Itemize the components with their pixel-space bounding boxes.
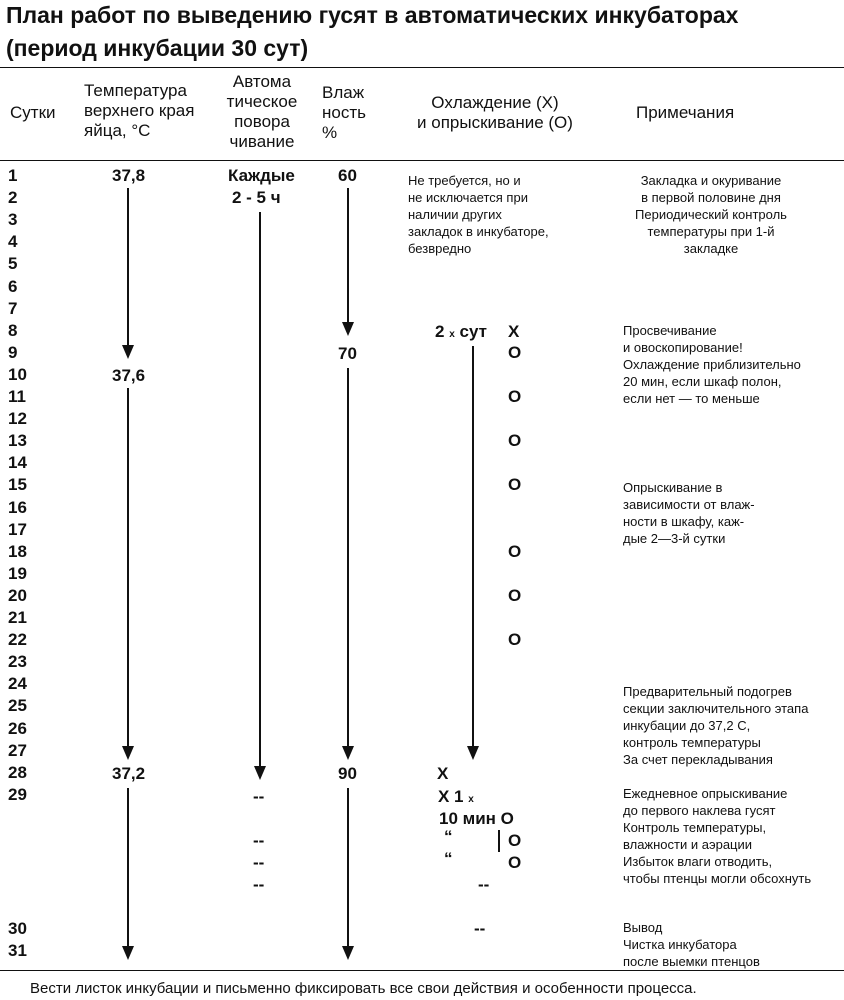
day-number: 28: [8, 762, 27, 782]
note-line: до первого наклева гусят: [623, 803, 776, 818]
cooling-day8-num: 2: [435, 322, 445, 341]
note-line: если нет — то меньше: [623, 391, 760, 406]
temp-day10: 37,6: [112, 366, 146, 385]
header-humidity-line1: Влаж: [322, 83, 365, 102]
day-number: 2: [8, 188, 18, 208]
turn-arrow-head: [254, 766, 266, 780]
humidity-arrow-1-head: [342, 322, 354, 336]
header-notes: Примечания: [636, 103, 735, 122]
day-number: 23: [8, 652, 27, 672]
day-number: 24: [8, 674, 27, 694]
note-line: Предварительный подогрев: [623, 684, 792, 699]
header-cooling-line1: Охлаждение (Х): [431, 93, 559, 112]
note-line: в первой половине дня: [641, 190, 781, 205]
header-turn-line3: повора: [234, 112, 290, 131]
day-number: 12: [8, 409, 27, 429]
turn-interval: 2 - 5 ч: [232, 188, 281, 207]
day-number: 6: [8, 276, 18, 296]
footer-instruction: Вести листок инкубации и письменно фиксировать все свои действия и особенности процесса.: [30, 980, 697, 997]
day-number: 3: [8, 210, 18, 230]
humidity-arrow-3-head: [342, 946, 354, 960]
note-line: дые 2—3-й сутки: [623, 531, 726, 546]
day-number: 26: [8, 718, 27, 738]
turn-dash-29: --: [253, 875, 265, 894]
spray-mark: О: [508, 541, 522, 561]
temp-day1: 37,8: [112, 166, 146, 185]
header-temp-line3: яйца, °С: [84, 121, 151, 140]
header-turn-line2: тическое: [226, 92, 298, 111]
temp-arrow-1-head: [122, 345, 134, 359]
day-number: 11: [8, 387, 26, 406]
cooling-note-line: не исключается при: [408, 190, 528, 205]
day-number: 25: [8, 696, 27, 716]
note-line: Вывод: [623, 920, 663, 935]
notes-day15: [623, 479, 755, 547]
humidity-arrow-2-head: [342, 746, 354, 760]
note-line: Контроль температуры,: [623, 820, 767, 835]
cooling-day26-line1: [438, 787, 474, 807]
note-line: За счет перекладывания: [623, 752, 773, 767]
notes-day1: [621, 172, 801, 257]
header-temp-line1: Температура: [84, 81, 187, 100]
day-number: 18: [8, 541, 27, 561]
spray-mark: О: [508, 475, 522, 495]
spray-mark: О: [508, 387, 522, 406]
page-title-line1: План работ по выведению гусят в автоматических инкубаторах: [6, 2, 739, 28]
note-line: контроль температуры: [623, 735, 761, 750]
bottom-rule: [0, 970, 844, 971]
cooling-day8: [435, 322, 487, 342]
note-line: закладке: [683, 241, 739, 256]
humidity-arrow-1-line: [347, 188, 349, 326]
header-rule: [0, 160, 844, 161]
humidity-day9: 70: [338, 344, 357, 363]
turn-dash-26: --: [253, 787, 265, 806]
header-cooling-line2: и опрыскивание (О): [417, 113, 573, 132]
day-number: 7: [8, 298, 18, 318]
cooling-arrow-head: [467, 746, 479, 760]
cooling-day26-line2: 10 мин О: [439, 809, 514, 828]
note-line: ности в шкафу, каж-: [623, 514, 745, 529]
spray-mark: О: [508, 630, 522, 650]
temp-day25: 37,2: [112, 764, 146, 783]
spray-mark-28: О: [508, 853, 522, 872]
note-line: Просвечивание: [623, 323, 717, 338]
spray-mark: О: [508, 342, 522, 362]
day-number: 4: [8, 232, 18, 252]
day-number: 29: [8, 784, 27, 804]
day-number: 30: [8, 919, 27, 938]
cooling-note-line: наличии других: [408, 207, 502, 222]
note-line: зависимости от влаж-: [623, 497, 755, 512]
header-turn-line4: чивание: [229, 132, 295, 151]
day-number: 16: [8, 497, 27, 517]
notes-day26: [623, 785, 811, 887]
spray-mark-27: О: [508, 831, 522, 850]
cooling-ditto-28: “: [444, 849, 453, 868]
day-number: 22: [8, 630, 27, 650]
note-line: и овоскопирование!: [623, 340, 743, 355]
note-line: инкубации до 37,2 С,: [623, 718, 751, 733]
cooling-initial-note: [408, 172, 549, 257]
temp-arrow-3-line: [127, 788, 129, 950]
day-number: 9: [8, 342, 18, 362]
notes-day8: [623, 322, 801, 407]
note-line: Закладка и окуривание: [640, 173, 782, 188]
note-line: Опрыскивание в: [623, 480, 723, 495]
day-number: 17: [8, 519, 27, 539]
header-humidity: [322, 83, 366, 143]
day-number: 31: [8, 941, 27, 960]
temp-arrow-2-head: [122, 746, 134, 760]
cooling-note-line: Не требуется, но и: [408, 173, 521, 188]
day-number: 15: [8, 475, 27, 495]
cooling-dash-30: --: [474, 919, 486, 938]
turn-dash-27: --: [253, 831, 265, 850]
cooling-note-line: безвредно: [408, 241, 472, 256]
humidity-day1: 60: [338, 166, 357, 185]
note-line: Чистка инкубатора: [623, 937, 737, 952]
day-number: 5: [8, 254, 18, 274]
note-line: Избыток влаги отводить,: [623, 854, 773, 869]
humidity-arrow-2-line: [347, 368, 349, 750]
cooling-day8-unit: сут: [459, 322, 487, 341]
note-line: секции заключительного этапа: [623, 701, 809, 716]
note-line: Охлаждение приблизительно: [623, 357, 801, 372]
page-title-line2: (период инкубации 30 сут): [6, 35, 309, 61]
temp-arrow-3-head: [122, 946, 134, 960]
header-turn-line1: Автома: [232, 72, 292, 91]
cooling-ditto-27: “: [444, 827, 453, 846]
day-number: 13: [8, 431, 27, 451]
cooling-day26-small-x: х: [468, 794, 474, 805]
header-temp-line2: верхнего края: [84, 101, 195, 120]
humidity-arrow-3-line: [347, 788, 349, 950]
turn-every: Каждые: [228, 166, 295, 185]
notes-day24: [623, 683, 808, 768]
note-line: после выемки птенцов: [623, 954, 760, 969]
day-number: 20: [8, 585, 27, 605]
turn-dash-28: --: [253, 853, 265, 872]
note-line: 20 мин, если шкаф полон,: [623, 374, 782, 389]
day-number: 10: [8, 364, 27, 384]
header-days: Сутки: [10, 103, 56, 122]
day-number: 19: [8, 563, 27, 583]
top-rule: [0, 67, 844, 68]
cooling-day25-mark: Х: [437, 764, 449, 783]
day-number: 8: [8, 320, 18, 340]
header-cooling: [400, 93, 590, 133]
cooling-arrow-line: [472, 346, 474, 750]
header-humidity-line2: ность: [322, 103, 366, 122]
cooling-day26-x1: Х 1: [438, 787, 464, 806]
note-line: Периодический контроль: [635, 207, 787, 222]
cooling-dash-29: --: [478, 875, 490, 894]
note-line: Ежедневное опрыскивание: [623, 786, 788, 801]
day-number: 21: [8, 608, 27, 627]
humidity-day25: 90: [338, 764, 357, 783]
spray-mark: О: [508, 431, 522, 451]
day-number: 1: [8, 166, 18, 185]
temp-arrow-1-line: [127, 188, 129, 348]
note-line: чтобы птенцы могли обсохнуть: [623, 871, 812, 886]
temp-arrow-2-line: [127, 388, 129, 750]
cooling-note-line: закладок в инкубаторе,: [408, 224, 549, 239]
header-temp: [84, 81, 194, 141]
cooling-short-line: [498, 830, 500, 852]
note-line: влажности и аэрации: [623, 837, 753, 852]
note-line: температуры при 1-й: [647, 224, 775, 239]
notes-day30: [623, 919, 760, 970]
day-number: 14: [8, 453, 27, 473]
header-humidity-line3: %: [322, 123, 338, 142]
cooling-day8-mark: Х: [508, 322, 520, 341]
cooling-day8-x: х: [449, 329, 455, 340]
day-number: 27: [8, 740, 27, 760]
spray-mark: О: [508, 585, 522, 605]
turn-arrow-line: [259, 212, 261, 770]
header-turn: [222, 72, 302, 152]
